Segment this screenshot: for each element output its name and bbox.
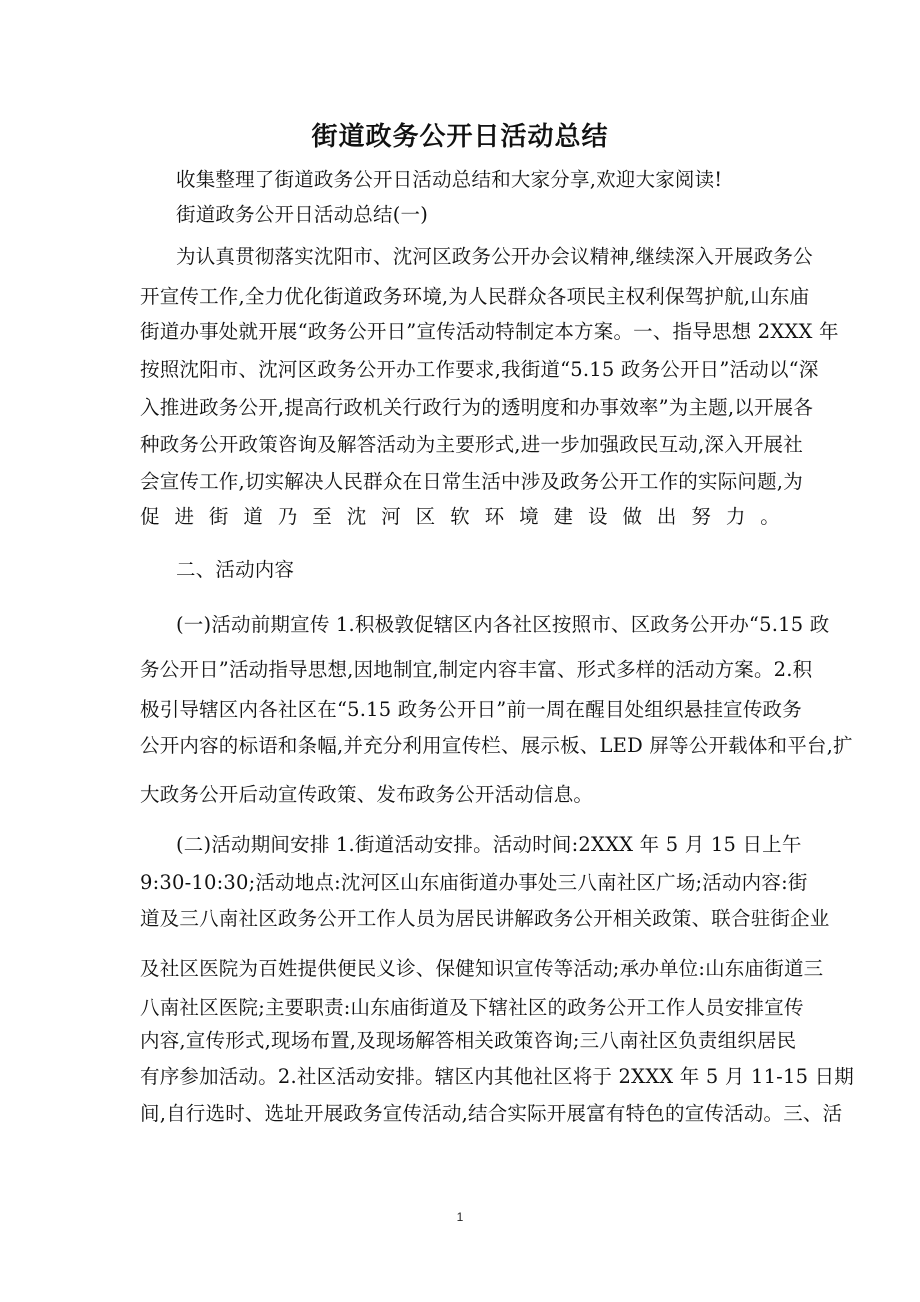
paragraph-line: (二)活动期间安排 1.街道活动安排。活动时间:2XXX 年 5 月 15 日上午: [176, 833, 802, 856]
paragraph-line: 促进街道乃至沈河区软环境建设做出努力。: [140, 505, 780, 528]
paragraph-line: 入推进政务公开,提高行政机关行政行为的透明度和办事效率”为主题,以开展各: [140, 396, 814, 419]
paragraph-line: 9:30-10:30;活动地点:沈河区山东庙街道办事处三八南社区广场;活动内容:街: [140, 871, 808, 894]
paragraph-line: 种政务公开政策咨询及解答活动为主要形式,进一步加强政民互动,深入开展社: [140, 433, 803, 456]
paragraph-line: 务公开日”活动指导思想,因地制宜,制定内容丰富、形式多样的活动方案。2.积: [140, 658, 813, 681]
paragraph-line: 按照沈阳市、沈河区政务公开办工作要求,我街道“5.15 政务公开日”活动以“深: [140, 358, 819, 381]
paragraph-line: 间,自行选时、选址开展政务宣传活动,结合实际开展富有特色的宣传活动。三、活: [140, 1102, 843, 1125]
paragraph-line: 极引导辖区内各社区在“5.15 政务公开日”前一周在醒目处组织悬挂宣传政务: [140, 698, 802, 721]
document-title: 街道政务公开日活动总结: [311, 122, 609, 152]
paragraph-line: 及社区医院为百姓提供便民义诊、保健知识宣传等活动;承办单位:山东庙街道三: [140, 957, 824, 980]
section-heading: 街道政务公开日活动总结(一): [176, 203, 429, 226]
paragraph-line: 有序参加活动。2.社区活动安排。辖区内其他社区将于 2XXX 年 5 月 11-15 日期: [140, 1065, 854, 1088]
paragraph-line: 为认真贯彻落实沈阳市、沈河区政务公开办会议精神,继续深入开展政务公: [176, 245, 813, 268]
paragraph-line: (一)活动前期宣传 1.积极敦促辖区内各社区按照市、区政务公开办“5.15 政: [176, 613, 830, 636]
paragraph-line: 八南社区医院;主要职责:山东庙街道及下辖社区的政务公开工作人员安排宣传: [140, 996, 804, 1019]
paragraph-line: 公开内容的标语和条幅,并充分利用宣传栏、展示板、LED 屏等公开载体和平台,扩: [140, 734, 853, 757]
section-heading: 二、活动内容: [176, 558, 295, 581]
intro-line: 收集整理了街道政务公开日活动总结和大家分享,欢迎大家阅读!: [176, 168, 723, 191]
paragraph-line: 内容,宣传形式,现场布置,及现场解答相关政策咨询;三八南社区负责组织居民: [140, 1029, 797, 1052]
paragraph-line: 街道办事处就开展“政务公开日”宣传活动特制定本方案。一、指导思想 2XXX 年: [140, 320, 839, 343]
paragraph-line: 会宣传工作,切实解决人民群众在日常生活中涉及政务公开工作的实际问题,为: [140, 470, 803, 493]
paragraph-line: 大政务公开后动宣传政策、发布政务公开活动信息。: [140, 783, 594, 806]
page-number: 1: [456, 1210, 464, 1224]
paragraph-line: 道及三八南社区政务公开工作人员为居民讲解政务公开相关政策、联合驻街企业: [140, 907, 830, 930]
paragraph-line: 开宣传工作,全力优化街道政务环境,为人民群众各项民主权利保驾护航,山东庙: [140, 285, 810, 308]
